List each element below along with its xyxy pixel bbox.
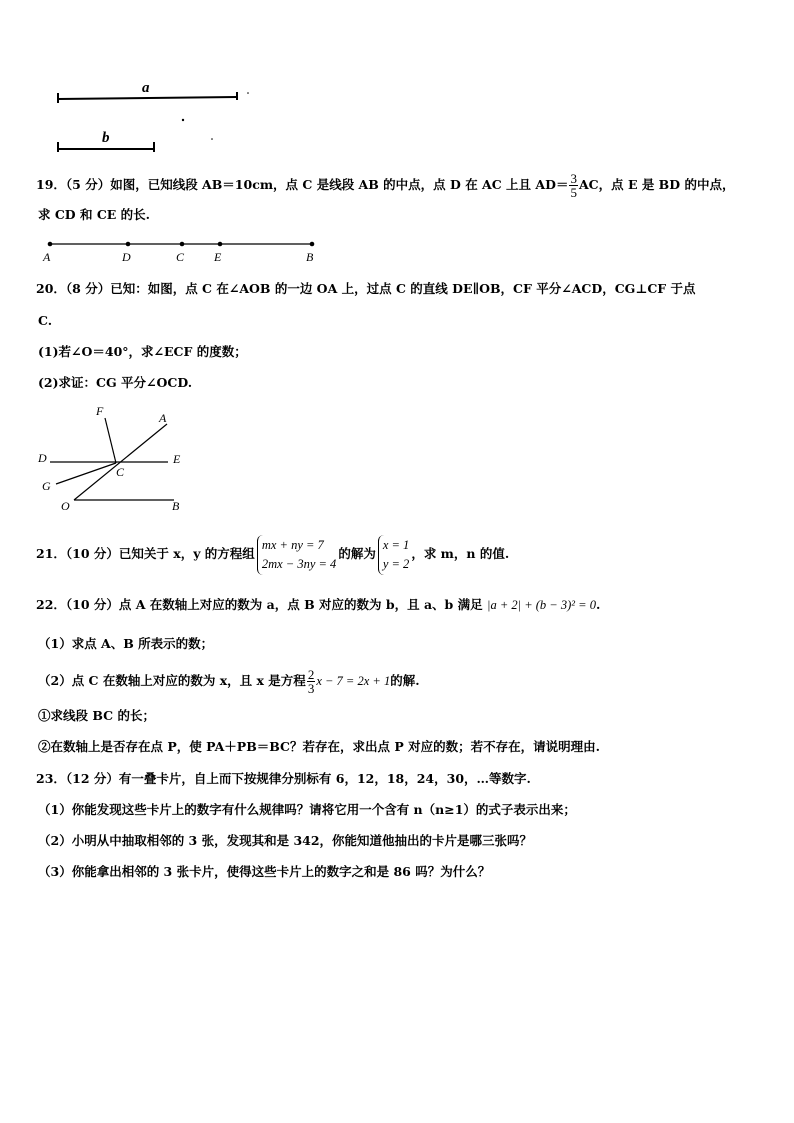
q19-fraction: $\frac{3}{5}$: [570, 171, 577, 200]
q23-sub3: （3）你能拿出相邻的 3 张卡片，使得这些卡片上的数字之和是 86 吗？为什么？: [38, 864, 491, 879]
label-b-20: B: [172, 499, 180, 513]
q19-line2: 求 CD 和 CE 的长.: [38, 207, 151, 222]
q19-line1: 19．（5 分）如图，已知线段 AB＝10cm，点 C 是线段 AB 的中点，点 D 在 AC 上且 AD＝ $\frac{3}{5}$ AC，点 E 是 BD 的中点，: [36, 171, 735, 200]
label-o: O: [61, 499, 70, 513]
q20-line2: C.: [38, 313, 53, 328]
q20-sub1: (1)若∠O＝40°，求∠ECF 的度数；: [38, 344, 247, 359]
q21-solution-system: x = 1 y = 2: [378, 535, 409, 575]
q21-equation-system: mx + ny = 7 2mx − 3ny = 4: [257, 535, 337, 575]
q23-sub2: （2）小明从中抽取相邻的 3 张，发现其和是 342，你能知道他抽出的卡片是哪三张吗？: [38, 833, 533, 848]
label-e: E: [173, 452, 181, 466]
point-d-label: D: [122, 250, 131, 264]
point-e-label: E: [214, 250, 222, 264]
q19-number-line: [40, 236, 330, 266]
segment-a: [58, 97, 237, 99]
q21-line: 21．（10 分）已知关于 x，y 的方程组 mx + ny = 7 2mx − 3ny = 4 的解为 x = 1 y = 2 ，求 m，n 的值.: [36, 532, 509, 576]
point-a-label: A: [43, 250, 51, 264]
label-c: C: [116, 465, 125, 479]
q22-fraction: $\frac{2}{3}$: [307, 667, 315, 696]
label-a: a: [142, 80, 150, 96]
q20-sub2: (2)求证：CG 平分∠OCD.: [38, 375, 193, 390]
q20-line1: 20．（8 分）已知：如图，点 C 在∠AOB 的一边 OA 上，过点 C 的直线 DE∥OB，CF 平分∠ACD，CG⊥CF 于点: [36, 281, 696, 296]
q22-sub1: （1）求点 A、B 所表示的数；: [38, 636, 214, 651]
segment-figure-ab: [50, 76, 270, 158]
q20-angle-figure: [36, 400, 196, 518]
q22-sub2: （2）点 C 在数轴上对应的数为 x，且 x 是方程 $\frac{2}{3}$ x − 7 = 2x + 1的解.: [38, 667, 420, 696]
ray-cf: [105, 418, 116, 463]
q23-sub1: （1）你能发现这些卡片上的数字有什么规律吗？请将它用一个含有 n（n≥1）的式子表示出来；: [38, 802, 576, 817]
q23-line1: 23．（12 分）有一叠卡片，自上而下按规律分别标有 6，12，18，24，30，…等数字.: [36, 771, 531, 786]
q22-condition: |a + 2| + (b − 3)² = 0: [487, 598, 596, 612]
point-b-label: B: [306, 250, 314, 264]
q22-item2: ②在数轴上是否存在点 P，使 PA＋PB＝BC？若存在，求出点 P 对应的数；若不存在，请说明理由.: [38, 739, 600, 754]
label-d: D: [38, 451, 47, 465]
q22-item1: ①求线段 BC 的长；: [38, 708, 155, 723]
point-c-label: C: [176, 250, 185, 264]
label-g: G: [42, 479, 51, 493]
label-f: F: [96, 404, 104, 418]
label-a-20: A: [159, 411, 167, 425]
q22-line1: 22．（10 分）点 A 在数轴上对应的数为 a，点 B 对应的数为 b，且 a、b 满足 |a + 2| + (b − 3)² = 0.: [36, 597, 601, 612]
label-b: b: [102, 130, 110, 146]
